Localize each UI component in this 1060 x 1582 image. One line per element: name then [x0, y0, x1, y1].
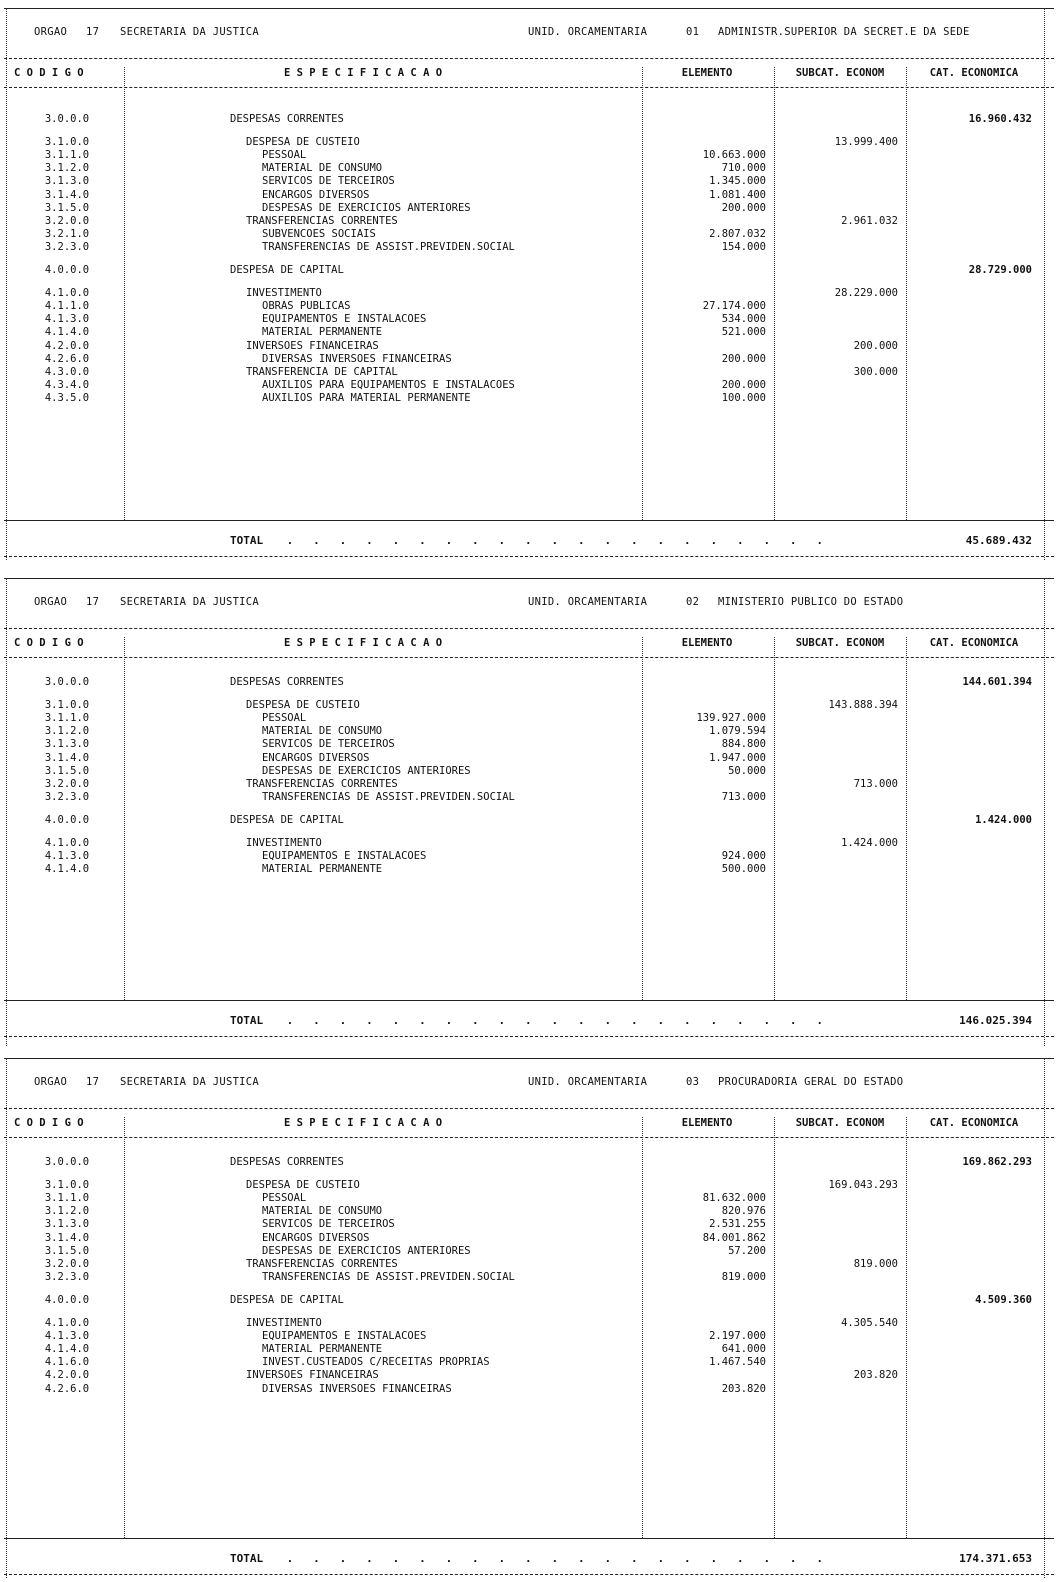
row-especificacao: TRANSFERENCIAS CORRENTES: [246, 214, 398, 227]
row-especificacao: INVESTIMENTO: [246, 1317, 322, 1329]
row-especificacao: INVERSOES FINANCEIRAS: [246, 1369, 379, 1382]
table-row: [0, 1294, 1060, 1307]
row-especificacao: DESPESA DE CAPITAL: [230, 264, 344, 276]
row-code: 3.1.2.0: [44, 1205, 90, 1218]
table-row: [0, 837, 1060, 850]
row-especificacao: DESPESA DE CUSTEIO: [246, 699, 360, 712]
orgao-label: ORGAO: [34, 26, 68, 38]
row-subcat: 4.305.540: [841, 1317, 898, 1329]
row-especificacao: DESPESAS CORRENTES: [230, 113, 344, 125]
total-value: 45.689.432: [965, 534, 1032, 547]
row-especificacao: DESPESA DE CAPITAL: [230, 1293, 344, 1306]
row-code: 4.1.0.0: [44, 1317, 90, 1329]
row-elemento: 10.663.000: [702, 149, 766, 162]
row-especificacao: TRANSFERENCIAS CORRENTES: [246, 777, 398, 790]
row-code: 4.2.0.0: [44, 339, 90, 352]
row-elemento: 2.197.000: [709, 1330, 766, 1343]
total-leader-dots: . . . . . . . . . . . . . . . . . . . . .: [280, 1552, 824, 1565]
column-header-subcat: SUBCAT. ECONOM: [795, 67, 885, 79]
table-row: [0, 1330, 1060, 1343]
row-especificacao: INVESTIMENTO: [246, 287, 322, 300]
row-elemento: 57.200: [728, 1244, 766, 1257]
table-row: [0, 1179, 1060, 1192]
column-headers: [0, 1117, 1060, 1131]
total-bottom-rule: [4, 1036, 1054, 1037]
orgao-name: SECRETARIA DA JUSTICA: [120, 1076, 260, 1088]
row-elemento: 641.000: [721, 1343, 766, 1356]
orgao-label: ORGAO: [34, 1076, 68, 1088]
row-especificacao: OBRAS PUBLICAS: [262, 300, 351, 313]
row-especificacao: DIVERSAS INVERSOES FINANCEIRAS: [262, 1382, 452, 1395]
orgao-name: SECRETARIA DA JUSTICA: [120, 26, 260, 38]
row-elemento: 521.000: [721, 326, 766, 339]
row-code: 3.1.0.0: [44, 136, 90, 149]
orgao-number: 17: [86, 1076, 100, 1088]
row-especificacao: TRANSFERENCIA DE CAPITAL: [246, 365, 398, 378]
column-header-codigo: C O D I G O: [14, 1117, 84, 1129]
table-row: [0, 366, 1060, 379]
orgao-number: 17: [86, 596, 100, 608]
table-row: [0, 241, 1060, 254]
row-elemento: 534.000: [721, 313, 766, 326]
table-row: [0, 814, 1060, 827]
row-elemento: 81.632.000: [702, 1192, 766, 1205]
row-code: 3.1.0.0: [44, 1179, 90, 1192]
column-header-subcat: SUBCAT. ECONOM: [795, 1117, 885, 1129]
row-especificacao: MATERIAL PERMANENTE: [262, 1343, 383, 1356]
row-especificacao: ENCARGOS DIVERSOS: [262, 751, 370, 764]
column-header-elemento: ELEMENTO: [681, 1117, 733, 1129]
row-especificacao: EQUIPAMENTOS E INSTALACOES: [262, 1330, 427, 1343]
row-elemento: 200.000: [721, 378, 766, 391]
table-row: [0, 353, 1060, 366]
row-code: 3.2.0.0: [44, 1257, 90, 1270]
row-code: 4.1.1.0: [44, 300, 90, 313]
row-code: 3.2.3.0: [44, 790, 90, 803]
total-label: TOTAL: [230, 1552, 264, 1565]
row-code: 3.2.0.0: [44, 777, 90, 790]
table-row: [0, 1156, 1060, 1169]
table-row: [0, 676, 1060, 689]
row-especificacao: DESPESA DE CAPITAL: [230, 813, 344, 826]
row-cat: 1.424.000: [975, 813, 1032, 826]
table-row: [0, 113, 1060, 126]
unid-number: 02: [686, 596, 700, 608]
unid-number: 01: [686, 26, 700, 38]
orgao-number: 17: [86, 26, 100, 38]
column-header-elemento: ELEMENTO: [681, 637, 733, 649]
row-especificacao: DESPESA DE CUSTEIO: [246, 136, 360, 149]
section-top-rule: [4, 578, 1054, 579]
header-rule: [4, 628, 1054, 629]
column-header-cat: CAT. ECONOMICA: [929, 637, 1019, 649]
table-row: [0, 326, 1060, 339]
row-especificacao: TRANSFERENCIAS DE ASSIST.PREVIDEN.SOCIAL: [262, 240, 515, 253]
column-header-especificacao: E S P E C I F I C A C A O: [284, 637, 443, 649]
right-border: [1044, 8, 1045, 560]
row-subcat: 28.229.000: [834, 287, 898, 300]
unid-name: ADMINISTR.SUPERIOR DA SECRET.E DA SEDE: [718, 26, 970, 38]
row-especificacao: DIVERSAS INVERSOES FINANCEIRAS: [262, 352, 452, 365]
total-bottom-rule: [4, 1574, 1054, 1575]
row-especificacao: MATERIAL PERMANENTE: [262, 326, 383, 339]
row-subcat: 169.043.293: [828, 1179, 898, 1192]
header-rule: [4, 1108, 1054, 1109]
table-row: [0, 1317, 1060, 1330]
row-code: 4.1.0.0: [44, 287, 90, 300]
row-especificacao: DESPESAS CORRENTES: [230, 676, 344, 688]
row-especificacao: PESSOAL: [262, 1192, 307, 1205]
column-header-rule: [4, 87, 1054, 88]
table-row: [0, 340, 1060, 353]
row-code: 3.1.4.0: [44, 1231, 90, 1244]
row-especificacao: MATERIAL PERMANENTE: [262, 863, 383, 876]
row-elemento: 100.000: [721, 391, 766, 404]
row-elemento: 2.531.255: [709, 1218, 766, 1231]
budget-section: [0, 578, 1060, 1046]
row-code: 3.1.4.0: [44, 188, 90, 201]
column-header-subcat: SUBCAT. ECONOM: [795, 637, 885, 649]
table-row: [0, 300, 1060, 313]
row-especificacao: TRANSFERENCIAS CORRENTES: [246, 1257, 398, 1270]
row-elemento: 154.000: [721, 240, 766, 253]
row-especificacao: PESSOAL: [262, 712, 307, 725]
row-subcat: 200.000: [853, 339, 898, 352]
row-cat: 28.729.000: [968, 264, 1032, 276]
section-top-rule: [4, 8, 1054, 9]
table-row: [0, 287, 1060, 300]
table-row: [0, 379, 1060, 392]
row-code: 3.1.4.0: [44, 751, 90, 764]
table-row: [0, 1258, 1060, 1271]
table-row: [0, 136, 1060, 149]
row-code: 3.2.3.0: [44, 240, 90, 253]
total-value: 174.371.653: [959, 1552, 1032, 1565]
row-code: 3.1.0.0: [44, 699, 90, 712]
table-row: [0, 778, 1060, 791]
table-row: [0, 1271, 1060, 1284]
row-elemento: 1.467.540: [709, 1356, 766, 1369]
row-elemento: 1.947.000: [709, 751, 766, 764]
row-elemento: 1.081.400: [709, 188, 766, 201]
total-value: 146.025.394: [959, 1014, 1032, 1027]
unid-label: UNID. ORCAMENTARIA: [528, 1076, 648, 1088]
row-especificacao: INVERSOES FINANCEIRAS: [246, 339, 379, 352]
total-label: TOTAL: [230, 534, 264, 547]
row-especificacao: MATERIAL DE CONSUMO: [262, 162, 383, 175]
table-row: [0, 162, 1060, 175]
row-code: 4.1.3.0: [44, 850, 90, 863]
row-code: 3.1.1.0: [44, 149, 90, 162]
table-row: [0, 264, 1060, 277]
row-code: 4.1.3.0: [44, 1330, 90, 1343]
row-especificacao: ENCARGOS DIVERSOS: [262, 188, 370, 201]
row-code: 3.1.2.0: [44, 725, 90, 738]
row-cat: 4.509.360: [975, 1293, 1032, 1306]
table-row: [0, 1343, 1060, 1356]
column-header-rule: [4, 1137, 1054, 1138]
row-code: 3.0.0.0: [44, 113, 90, 125]
budget-section: [0, 8, 1060, 560]
column-header-codigo: C O D I G O: [14, 637, 84, 649]
row-elemento: 200.000: [721, 352, 766, 365]
row-especificacao: DESPESA DE CUSTEIO: [246, 1179, 360, 1192]
row-especificacao: SUBVENCOES SOCIAIS: [262, 227, 376, 240]
row-especificacao: TRANSFERENCIAS DE ASSIST.PREVIDEN.SOCIAL: [262, 790, 515, 803]
total-top-rule: [4, 1000, 1054, 1001]
table-row: [0, 1383, 1060, 1396]
row-code: 3.1.1.0: [44, 1192, 90, 1205]
row-elemento: 884.800: [721, 738, 766, 751]
row-code: 4.0.0.0: [44, 813, 90, 826]
row-especificacao: EQUIPAMENTOS E INSTALACOES: [262, 313, 427, 326]
table-row: [0, 725, 1060, 738]
total-leader-dots: . . . . . . . . . . . . . . . . . . . . .: [280, 534, 824, 547]
total-leader-dots: . . . . . . . . . . . . . . . . . . . . .: [280, 1014, 824, 1027]
row-especificacao: ENCARGOS DIVERSOS: [262, 1231, 370, 1244]
row-code: 3.0.0.0: [44, 1156, 90, 1168]
row-code: 4.1.0.0: [44, 837, 90, 849]
row-code: 3.0.0.0: [44, 676, 90, 688]
row-cat: 144.601.394: [962, 676, 1032, 688]
row-especificacao: INVEST.CUSTEADOS C/RECEITAS PROPRIAS: [262, 1356, 490, 1369]
table-row: [0, 1218, 1060, 1231]
table-row: [0, 1192, 1060, 1205]
row-code: 3.1.5.0: [44, 1244, 90, 1257]
table-row: [0, 752, 1060, 765]
table-row: [0, 175, 1060, 188]
row-code: 3.2.3.0: [44, 1270, 90, 1283]
column-headers: [0, 637, 1060, 651]
row-especificacao: EQUIPAMENTOS E INSTALACOES: [262, 850, 427, 863]
row-code: 4.2.6.0: [44, 352, 90, 365]
row-code: 4.2.6.0: [44, 1382, 90, 1395]
row-code: 4.3.5.0: [44, 391, 90, 404]
table-row: [0, 1369, 1060, 1382]
column-header-rule: [4, 657, 1054, 658]
table-row: [0, 149, 1060, 162]
row-code: 4.0.0.0: [44, 1293, 90, 1306]
total-top-rule: [4, 520, 1054, 521]
row-elemento: 50.000: [728, 764, 766, 777]
column-header-especificacao: E S P E C I F I C A C A O: [284, 67, 443, 79]
row-code: 4.0.0.0: [44, 264, 90, 276]
header-rule: [4, 58, 1054, 59]
table-row: [0, 228, 1060, 241]
table-row: [0, 202, 1060, 215]
row-especificacao: DESPESAS DE EXERCICIOS ANTERIORES: [262, 201, 471, 214]
row-elemento: 84.001.862: [702, 1231, 766, 1244]
table-row: [0, 189, 1060, 202]
table-row: [0, 392, 1060, 405]
table-row: [0, 863, 1060, 876]
row-elemento: 2.807.032: [709, 227, 766, 240]
row-subcat: 1.424.000: [841, 837, 898, 849]
column-header-codigo: C O D I G O: [14, 67, 84, 79]
table-row: [0, 712, 1060, 725]
row-elemento: 819.000: [721, 1270, 766, 1283]
row-code: 3.1.2.0: [44, 162, 90, 175]
unid-name: MINISTERIO PUBLICO DO ESTADO: [718, 596, 904, 608]
table-row: [0, 1205, 1060, 1218]
total-bottom-rule: [4, 556, 1054, 557]
table-row: [0, 765, 1060, 778]
row-subcat: 13.999.400: [834, 136, 898, 149]
left-border: [6, 8, 7, 560]
row-elemento: 924.000: [721, 850, 766, 863]
table-row: [0, 738, 1060, 751]
row-elemento: 500.000: [721, 863, 766, 876]
row-code: 4.3.0.0: [44, 365, 90, 378]
row-especificacao: PESSOAL: [262, 149, 307, 162]
total-top-rule: [4, 1538, 1054, 1539]
row-especificacao: MATERIAL DE CONSUMO: [262, 1205, 383, 1218]
column-header-cat: CAT. ECONOMICA: [929, 1117, 1019, 1129]
column-header-especificacao: E S P E C I F I C A C A O: [284, 1117, 443, 1129]
row-cat: 16.960.432: [968, 113, 1032, 125]
row-elemento: 1.079.594: [709, 725, 766, 738]
row-especificacao: AUXILIOS PARA MATERIAL PERMANENTE: [262, 391, 471, 404]
row-especificacao: MATERIAL DE CONSUMO: [262, 725, 383, 738]
row-code: 3.1.1.0: [44, 712, 90, 725]
row-especificacao: SERVICOS DE TERCEIROS: [262, 1218, 395, 1231]
row-elemento: 710.000: [721, 162, 766, 175]
row-elemento: 200.000: [721, 201, 766, 214]
table-row: [0, 1245, 1060, 1258]
row-elemento: 713.000: [721, 790, 766, 803]
row-code: 4.1.6.0: [44, 1356, 90, 1369]
row-elemento: 139.927.000: [696, 712, 766, 725]
column-headers: [0, 67, 1060, 81]
section-top-rule: [4, 1058, 1054, 1059]
row-code: 4.2.0.0: [44, 1369, 90, 1382]
row-code: 3.1.5.0: [44, 764, 90, 777]
row-code: 3.1.3.0: [44, 175, 90, 188]
row-code: 3.2.0.0: [44, 214, 90, 227]
row-code: 4.1.4.0: [44, 863, 90, 876]
table-row: [0, 1356, 1060, 1369]
table-row: [0, 313, 1060, 326]
column-header-elemento: ELEMENTO: [681, 67, 733, 79]
row-especificacao: INVESTIMENTO: [246, 837, 322, 849]
row-especificacao: SERVICOS DE TERCEIROS: [262, 175, 395, 188]
row-elemento: 27.174.000: [702, 300, 766, 313]
unid-label: UNID. ORCAMENTARIA: [528, 596, 648, 608]
row-subcat: 203.820: [853, 1369, 898, 1382]
column-header-cat: CAT. ECONOMICA: [929, 67, 1019, 79]
row-subcat: 2.961.032: [841, 214, 898, 227]
row-especificacao: DESPESAS DE EXERCICIOS ANTERIORES: [262, 1244, 471, 1257]
orgao-label: ORGAO: [34, 596, 68, 608]
row-especificacao: AUXILIOS PARA EQUIPAMENTOS E INSTALACOES: [262, 378, 515, 391]
row-subcat: 713.000: [853, 777, 898, 790]
row-code: 4.1.4.0: [44, 1343, 90, 1356]
row-elemento: 820.976: [721, 1205, 766, 1218]
row-especificacao: SERVICOS DE TERCEIROS: [262, 738, 395, 751]
row-code: 4.1.3.0: [44, 313, 90, 326]
table-row: [0, 215, 1060, 228]
row-subcat: 300.000: [853, 365, 898, 378]
row-especificacao: DESPESAS CORRENTES: [230, 1156, 344, 1168]
row-code: 3.1.3.0: [44, 1218, 90, 1231]
table-row: [0, 699, 1060, 712]
unid-name: PROCURADORIA GERAL DO ESTADO: [718, 1076, 904, 1088]
table-row: [0, 850, 1060, 863]
table-row: [0, 791, 1060, 804]
total-label: TOTAL: [230, 1014, 264, 1027]
row-code: 4.3.4.0: [44, 378, 90, 391]
unid-label: UNID. ORCAMENTARIA: [528, 26, 648, 38]
row-especificacao: TRANSFERENCIAS DE ASSIST.PREVIDEN.SOCIAL: [262, 1270, 515, 1283]
unid-number: 03: [686, 1076, 700, 1088]
row-code: 3.1.3.0: [44, 738, 90, 751]
row-code: 4.1.4.0: [44, 326, 90, 339]
row-especificacao: DESPESAS DE EXERCICIOS ANTERIORES: [262, 764, 471, 777]
table-row: [0, 1232, 1060, 1245]
row-code: 3.2.1.0: [44, 227, 90, 240]
row-subcat: 143.888.394: [828, 699, 898, 712]
row-elemento: 1.345.000: [709, 175, 766, 188]
orgao-name: SECRETARIA DA JUSTICA: [120, 596, 260, 608]
row-subcat: 819.000: [853, 1257, 898, 1270]
row-code: 3.1.5.0: [44, 201, 90, 214]
budget-section: [0, 1058, 1060, 1578]
row-cat: 169.862.293: [962, 1156, 1032, 1168]
row-elemento: 203.820: [721, 1382, 766, 1395]
